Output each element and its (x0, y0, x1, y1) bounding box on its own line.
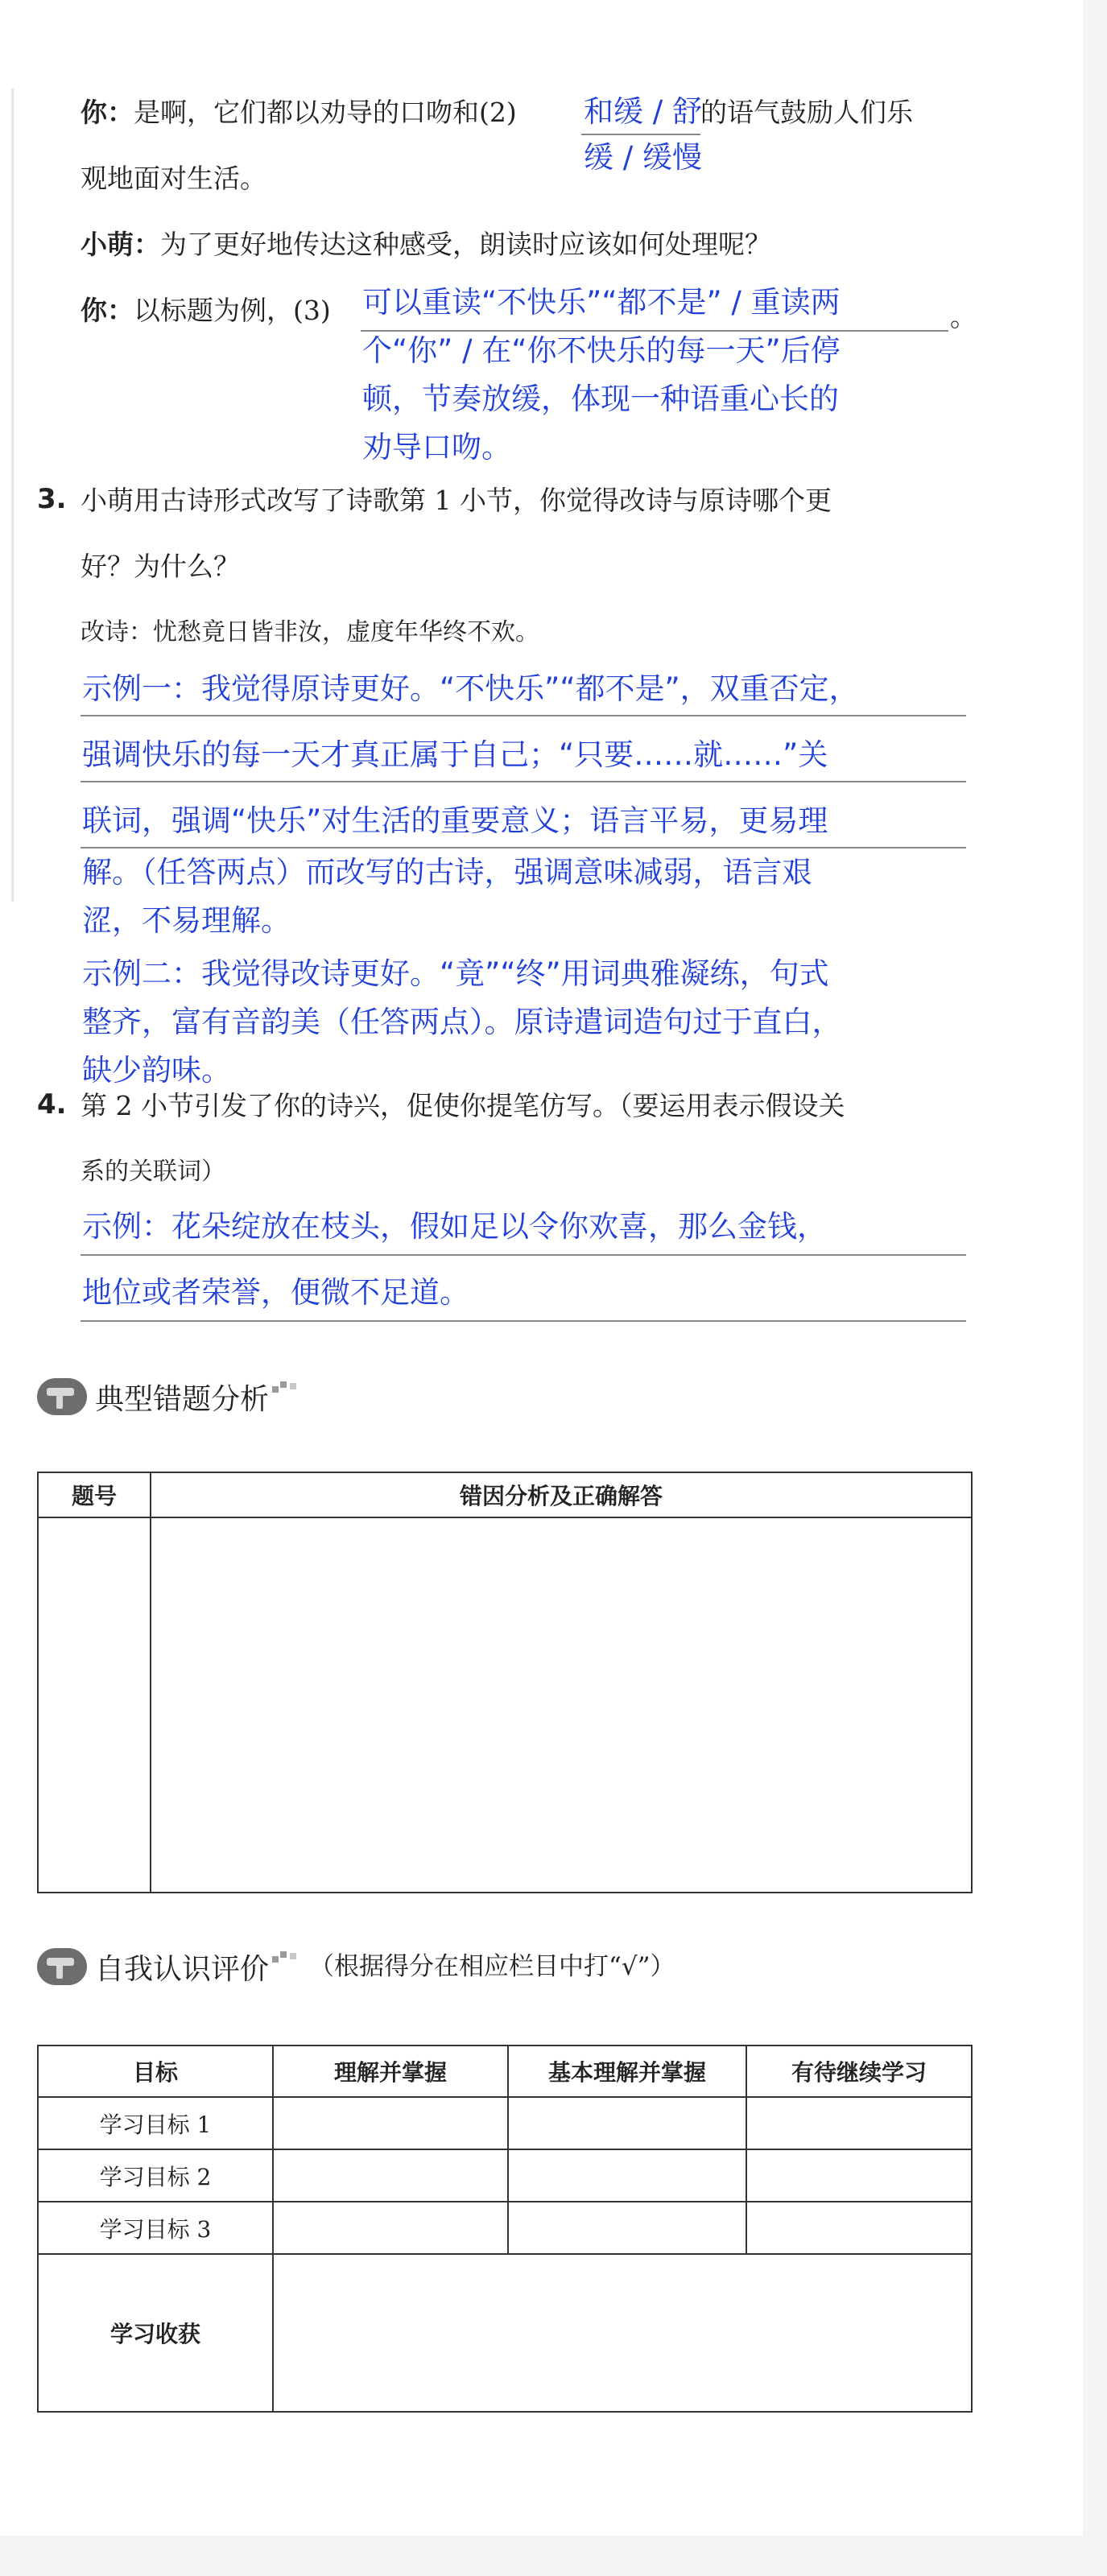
checkbox-cell[interactable] (508, 2097, 746, 2149)
checkbox-cell[interactable] (273, 2202, 508, 2254)
checkbox-cell[interactable] (508, 2149, 746, 2202)
checkbox-cell[interactable] (508, 2202, 746, 2254)
checkbox-cell[interactable] (746, 2149, 972, 2202)
question-3-line-1: 小萌用古诗形式改写了诗歌第 1 小节，你觉得改诗与原诗哪个更 (81, 485, 832, 516)
answer-q3-line-3: 联词，强调“快乐”对生活的重要意义；语言平易，更易理 (82, 803, 828, 838)
dialogue-line-3-end: 。 (950, 301, 977, 332)
self-evaluation-table (37, 2045, 973, 2413)
dialogue-line-1-after: 的语气鼓励人们乐 (700, 97, 913, 128)
dialogue-line-1-cont: 观地面对生活。 (81, 163, 266, 194)
table-header: 目标 (38, 2046, 273, 2097)
table-cell[interactable] (38, 1517, 151, 1893)
table-header: 基本理解并掌握 (508, 2046, 746, 2097)
answer-q3-line-7: 整齐，富有音韵美（任答两点）。原诗遣词造句过于直白， (82, 1005, 842, 1039)
question-4-line-1: 第 2 小节引发了你的诗兴，促使你提笔仿写。（要运用表示假设关 (81, 1090, 845, 1121)
answer-3-line-3: 顿，节奏放缓，体现一种语重心长的 (362, 382, 839, 416)
answer-2b: 缓 / 缓慢 (584, 140, 702, 175)
page-right-margin (1083, 0, 1107, 2576)
table-header: 有待继续学习 (746, 2046, 972, 2097)
answer-q3-line-8: 缺少韵味。 (82, 1053, 231, 1088)
row-label: 学习目标 1 (38, 2097, 273, 2149)
answer-q4-line-2: 地位或者荣誉，便微不足道。 (82, 1275, 469, 1310)
answer-underline (81, 781, 966, 782)
self-evaluation-note: （根据得分在相应栏目中打“√”） (309, 1952, 675, 1981)
answer-3-line-4: 劝导口吻。 (362, 430, 511, 464)
table-header: 题号 (38, 1472, 151, 1517)
answer-underline (581, 134, 700, 135)
decorative-dots-icon (272, 1951, 304, 1967)
answer-q3-line-4: 解。（任答两点）而改写的古诗，强调意味减弱，语言艰 (82, 855, 812, 890)
table-cell[interactable] (151, 1517, 972, 1893)
question-3-rewrite: 改诗：忧愁竟日皆非汝，虚度年华终不欢。 (81, 618, 539, 646)
table-header: 错因分析及正确解答 (151, 1472, 972, 1517)
answer-3-line-2: 个“你” / 在“你不快乐的每一天”后停 (362, 333, 841, 368)
checkbox-cell[interactable] (273, 2097, 508, 2149)
answer-underline (81, 847, 966, 848)
dialogue-line-2: 小萌：为了更好地传达这种感受，朗读时应该如何处理呢？ (81, 229, 771, 260)
table-header: 理解并掌握 (273, 2046, 508, 2097)
row-label: 学习目标 2 (38, 2149, 273, 2202)
question-3-line-2: 好？为什么？ (81, 551, 240, 582)
dialogue-line-1: 你：是啊，它们都以劝导的口吻和(2) (81, 97, 517, 128)
answer-q3-line-2: 强调快乐的每一天才真正属于自己；“只要……就……”关 (82, 737, 828, 772)
answer-q3-line-1: 示例一：我觉得原诗更好。“不快乐”“都不是”，双重否定， (82, 671, 859, 706)
checkbox-cell[interactable] (746, 2202, 972, 2254)
checkbox-cell[interactable] (746, 2097, 972, 2149)
question-4-line-2: 系的关联词） (81, 1158, 225, 1186)
page-left-edge (11, 89, 14, 902)
answer-q3-line-5: 涩，不易理解。 (82, 903, 291, 938)
dialogue-line-3: 你：以标题为例，(3) (81, 295, 331, 326)
answer-underline (81, 715, 966, 716)
answer-q3-line-6: 示例二：我觉得改诗更好。“竟”“终”用词典雅凝练，句式 (82, 956, 829, 991)
page-bottom-margin (0, 2536, 1107, 2576)
error-analysis-table (37, 1472, 973, 1893)
answer-underline (81, 1320, 966, 1322)
question-3-number: 3. (37, 483, 67, 515)
self-evaluation-heading: 自我认识评价 （根据得分在相应栏目中打“√”） (37, 1942, 675, 1992)
gain-input-area[interactable] (273, 2254, 972, 2412)
answer-underline (81, 1254, 966, 1256)
gain-label: 学习收获 (38, 2254, 273, 2412)
error-analysis-heading: 典型错题分析 (37, 1372, 304, 1422)
checkbox-cell[interactable] (273, 2149, 508, 2202)
pen-badge-icon (37, 1378, 87, 1415)
answer-2a: 和缓 / 舒 (584, 94, 702, 129)
question-4-number: 4. (37, 1088, 67, 1121)
answer-3-line-1: 可以重读“不快乐”“都不是” / 重读两 (362, 285, 841, 320)
decorative-dots-icon (272, 1381, 304, 1397)
pen-badge-icon (37, 1948, 87, 1985)
answer-q4-line-1: 示例：花朵绽放在枝头，假如足以令你欢喜，那么金钱， (82, 1209, 827, 1244)
row-label: 学习目标 3 (38, 2202, 273, 2254)
